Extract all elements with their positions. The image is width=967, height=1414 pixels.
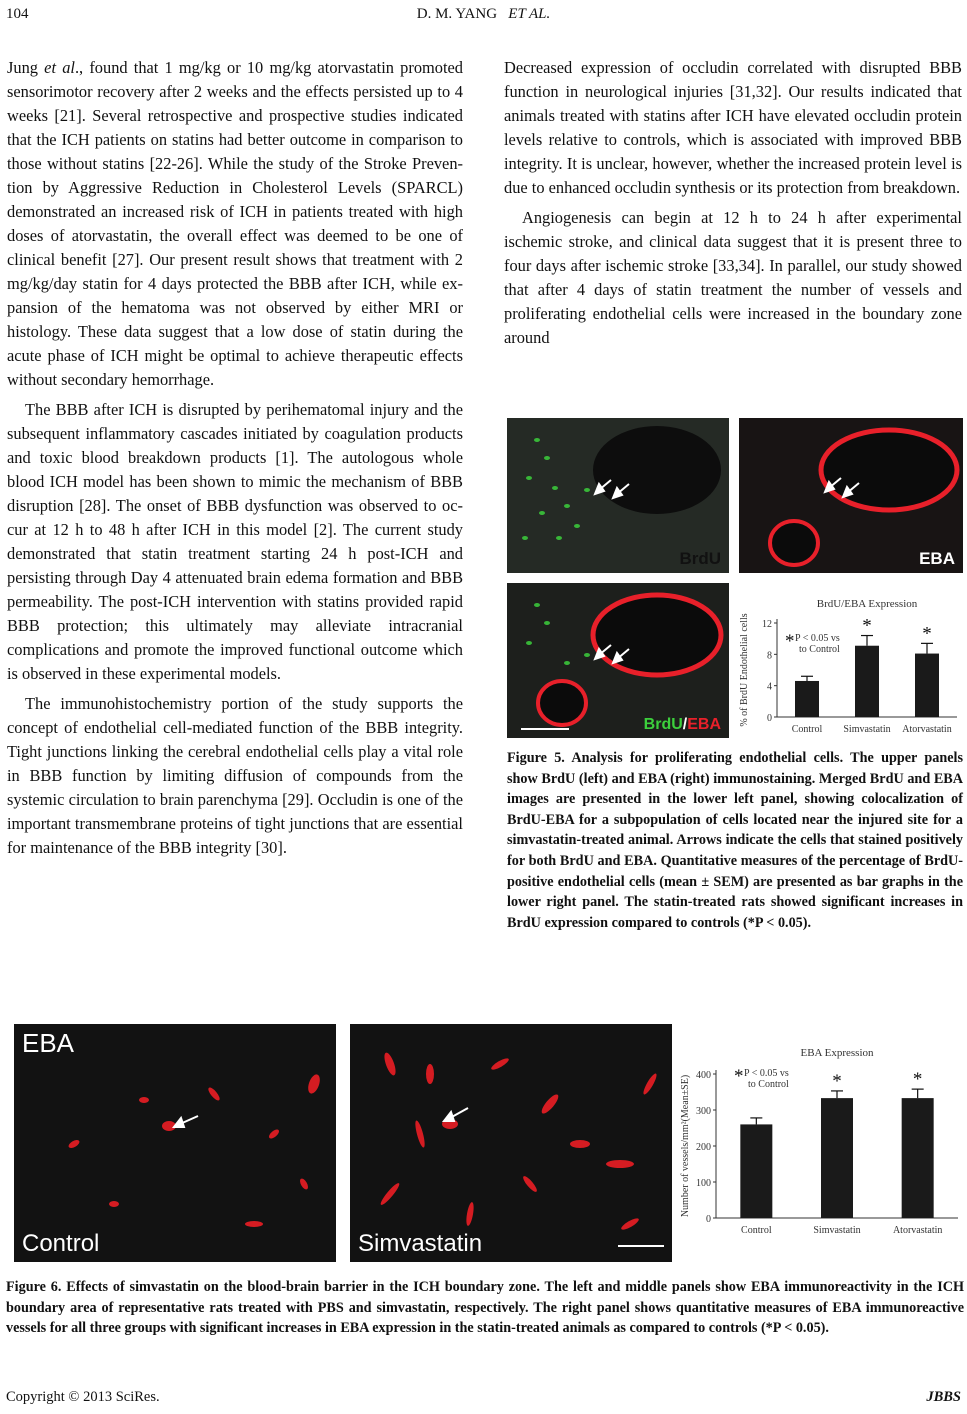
brdu-label: BrdU: [679, 549, 721, 568]
eba-label: EBA: [919, 549, 955, 568]
significance-star: *: [832, 1070, 842, 1092]
y-tick-label: 4: [767, 681, 772, 693]
bar-simvastatin: [855, 646, 879, 717]
control-micrograph-image: [14, 1024, 336, 1262]
figure-5: [507, 418, 963, 738]
running-header: [0, 6, 967, 23]
chart-title: BrdU/EBA Expression: [816, 598, 918, 610]
paragraph-2: The BBB after ICH is disrupted by perihematomal injury and the subsequent inflammatory cascades initiated by coagulation products and toxic blood breakdown products [1]. The autologous whole blood ICH model has been shown to mimic the mechanism of BBB disruption [28]. The onset of BBB dysfunction was observed to occur at 12 h to 48 h after ICH in this model [2]. The current study demonstrated that statin treatment starting 24 h post-ICH and persisting through Day 4 attenuated brain edema formation and BBB permeability. The post-ICH intervention with statins provided rapid BBB protection; this ultimately may alleviate intracranial complications and promote the improved functional outcome which is observed in these experimental models.: [7, 400, 463, 683]
brdu-eba-expression-chart: [735, 583, 963, 738]
figure-6-caption: Figure 6. Effects of simvastatin on the blood-brain barrier in the ICH boundary zone. The left and middle panels show EBA immunoreactivity in the ICH boundary area of representative rats treated with PBS and simvastatin, respectively. The right panel shows quantitative measures of EBA immunoreactive vessels for all three groups with significant increases in EBA expression in the statin-treated animals as compared to controls (*P < 0.05).: [6, 1279, 964, 1337]
y-tick-label: 0: [767, 713, 772, 724]
paragraph-4: Decreased expression of occludin correlated with disrupted BBB function in neurological injuries [31,32]. Our results indicated that animals treated with statins after ICH have elevated occludin protein levels relative to controls, which is associated with improved BBB integrity. It is unclear, however, whether the increased protein level is due to enhanced occludin synthesis or its protection from breakdown.: [504, 58, 962, 197]
figure-5-caption: Figure 5. Analysis for proliferating endothelial cells. The upper panels show BrdU (left) and EBA (right) immunostaining. Merged BrdU and EBA images are presented in the lower left panel, showing colocalization of BrdU-EBA for a subpopulation of cells located near the injured site for a simvastatin-treated animal. Arrows indicate the cells that stained positively for both BrdU and EBA. Quantitative measures of the percentage of BrdU-positive endothelial cells (mean ± SEM) are presented as bar graphs in the lower right panel. The statin-treated rats showed significant increases in BrdU expression compared to controls (*P < 0.05).: [507, 750, 963, 931]
x-tick-label: Atorvastatin: [902, 724, 952, 735]
bar-control: [795, 681, 819, 717]
significance-star: *: [912, 1069, 923, 1091]
control-micrograph: [14, 1024, 336, 1262]
y-tick-label: 12: [762, 619, 772, 630]
y-tick-label: 0: [706, 1214, 711, 1225]
merged-label: BrdU/EBA: [643, 716, 721, 733]
bar-control: [740, 1124, 772, 1218]
eba-panel-label: EBA: [22, 1028, 75, 1058]
bar-atorvastatin: [902, 1098, 934, 1218]
x-tick-label: Simvastatin: [813, 1225, 861, 1236]
y-tick-label: 300: [696, 1106, 711, 1117]
y-tick-label: 100: [696, 1178, 711, 1189]
running-title: D. M. YANG: [416, 6, 498, 22]
annotation-line-1: P < 0.05 vs: [795, 633, 840, 644]
annotation-line-1: P < 0.05 vs: [744, 1068, 789, 1079]
chart-title: EBA Expression: [800, 1047, 874, 1059]
page-number: 104: [6, 6, 29, 22]
y-tick-label: 200: [696, 1142, 711, 1153]
simvastatin-micrograph: [350, 1024, 672, 1262]
y-axis-label: Number of vessels/mm²(Mean±SE): [680, 1074, 691, 1218]
significance-star: *: [862, 615, 872, 637]
x-tick-label: Atorvastatin: [892, 1225, 943, 1236]
y-tick-label: 400: [696, 1070, 711, 1081]
significance-star: *: [922, 623, 932, 645]
y-tick-label: 8: [767, 650, 772, 662]
x-tick-label: Control: [791, 724, 823, 735]
bar-simvastatin: [821, 1098, 853, 1218]
bar-atorvastatin: [915, 654, 939, 717]
merged-micrograph: [507, 583, 729, 738]
right-column: [504, 56, 962, 350]
annotation-star: *: [734, 1066, 744, 1087]
y-axis-label: % of BrdU Endothelial cells: [739, 613, 750, 727]
eba-expression-chart: [676, 1024, 964, 1262]
paragraph-5: Angiogenesis can begin at 12 h to 24 h after experimental ischemic stroke, and clinical data suggest that it is present three to four days after ischemic stroke [33,34]. In parallel, our study showed that after 4 days of statin treatment the number of vessels and proliferating endothelial cells were increased in the boundary zone around: [504, 208, 962, 347]
simvastatin-micrograph-image: [350, 1024, 672, 1262]
eba-micrograph: [739, 418, 963, 573]
copyright: Copyright © 2013 SciRes.: [6, 1389, 160, 1405]
journal-name: JBBS: [926, 1389, 961, 1405]
merged-micrograph-image: [507, 583, 729, 738]
x-tick-label: Control: [741, 1225, 772, 1236]
simvastatin-panel-label: Simvastatin: [358, 1230, 483, 1257]
control-panel-label: Control: [22, 1230, 100, 1257]
paragraph-1: Jung et al., found that 1 mg/kg or 10 mg/kg atorvastatin promoted sensorimotor recovery after 2 weeks and the effects persisted up to 4 weeks [21]. Several retrospective and prospective studies indicated that the ICH patients on statins had better outcome in comparison to those without statins [22-26]. While the study of the Stroke Prevention by Aggressive Reduction in Cholesterol Levels (SPARCL) demonstrated an increased risk of ICH in patients treated with high doses of atorvastatin, the overall effect was deemed to be one of clinical benefit [27]. Our present result shows that treatment with 2 mg/kg/day statin for 4 days protected the BBB after ICH, while expansion of the hematoma was not observed by either MRI or histology. These data suggest that a low dose of statin during the acute phase of ICH might be optimal to achieve therapeutic effects without secondary hemorrhage.: [7, 58, 463, 389]
left-column: [7, 56, 463, 860]
running-title-et-al: ET AL.: [508, 6, 551, 22]
annotation-line-2: to Control: [748, 1079, 789, 1090]
annotation-line-2: to Control: [799, 644, 840, 655]
brdu-micrograph: [507, 418, 729, 573]
annotation-star: *: [785, 631, 795, 652]
paragraph-3: The immunohistochemistry portion of the study supports the concept of endothelial cell-mediated function of the BBB integrity. Tight junctions linking the cerebral endothelial cells play a vital role in BBB function by limiting diffusion of compounds from the systemic circulation to brain parenchyma [29]. Occludin is one of the important transmembrane proteins of tight junctions that are essential for maintenance of the BBB integrity [30].: [7, 694, 463, 857]
x-tick-label: Simvastatin: [843, 724, 891, 735]
